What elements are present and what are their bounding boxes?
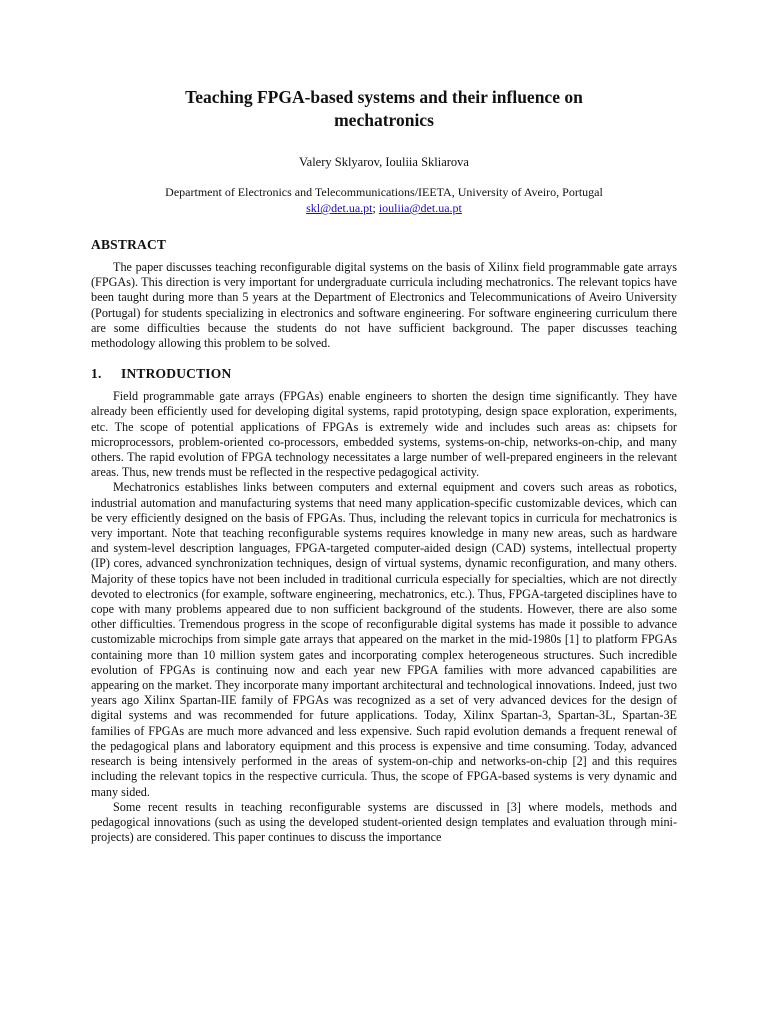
email-link-1[interactable]: skl@det.ua.pt xyxy=(306,201,373,215)
section-gap xyxy=(91,351,677,365)
section-title: INTRODUCTION xyxy=(121,366,232,382)
affiliation: Department of Electronics and Telecommunications/IEETA, University of Aveiro, Portugal xyxy=(165,185,603,199)
intro-paragraph-2: Mechatronics establishes links between computers and external equipment and covers such areas as robotics, industrial automation and manufacturing systems that need many application-specific customizable devices, which can be very efficiently designed on the basis of FPGAs. Thus, including the relevant topics in curricula for mechatronics is very important. Note that teaching reconfigurable systems requires knowledge in many new areas, such as hardware and system-level description languages, FPGA-targeted computer-aided design (CAD) systems, intellectual property (IP) cores, advanced synchronization techniques, design of virtual systems, dynamic reconfiguration, and many others. Majority of these topics have not been included in traditional curricula especially for specialties, which are not directly devoted to electronics (for example, software engineering, mechatronics, etc.). Thus, FPGA-targeted disciplines have to cope with many problems appeared due to non sufficient background of the students. However, there are also some other difficulties. Tremendous progress in the scope of reconfigurable digital systems has made it possible to advance customizable microchips from simple gate arrays that appeared on the market in the mid-1980s [1] to platform FPGAs containing more than 10 million system gates and incorporating complex heterogeneous structures. Such incredible evolution of FPGAs is continuing now and each year new FPGA families with more advanced capabilities are appearing on the market. They incorporate many important architectural and technological innovations. Indeed, just two years ago Xilinx Spartan-IIE family of FPGAs was recognized as a set of very advanced devices for the design of digital systems and was recommended for future applications. Today, Xilinx Spartan-3, Spartan-3L, Spartan-3E families of FPGAs are much more advanced and less expensive. Such rapid evolution demands a frequent renewal of the pedagogical plans and laboratory equipment and this process is expensive and time consuming. Today, advanced research is being intensively performed in the areas of system-on-chip and networks-on-chip [2] and this requires including the relevant topics in the respective curricula. Thus, the scope of FPGA-based systems is very dynamic and many sided. xyxy=(91,480,677,799)
intro-paragraph-3: Some recent results in teaching reconfigurable systems are discussed in [3] where models, methods and pedagogical innovations (such as using the developed student-oriented design templates and evaluation through mini-projects) are considered. This paper continues to discuss the importance xyxy=(91,799,677,845)
paper-title xyxy=(91,86,677,132)
authors: Valery Sklyarov, Iouliia Skliarova xyxy=(299,155,469,169)
section-number: 1. xyxy=(91,366,102,382)
abstract-heading: ABSTRACT xyxy=(91,237,167,252)
introduction-heading xyxy=(91,365,677,383)
title-line-2: mechatronics xyxy=(334,110,434,130)
intro-paragraph-1: Field programmable gate arrays (FPGAs) enable engineers to shorten the design time significantly. They have already been efficiently used for developing digital systems, rapid prototyping, design space exploration, experiments, etc. The scope of potential applications of FPGAs is extremely wide and includes such areas as: chipsets for microprocessors, problem-oriented co-processors, embedded systems, systems-on-chip, networks-on-chip, and many others. The rapid evolution of FPGA technology necessitates a large number of well-prepared engineers in the relevant areas. Thus, new trends must be reflected in the respective pedagogical activity. xyxy=(91,389,677,480)
email-separator: ; xyxy=(372,201,379,215)
abstract-text: The paper discusses teaching reconfigurable digital systems on the basis of Xilinx field programmable gate arrays (FPGAs). This direction is very important for undergraduate curricula including mechatronics. The relevant topics have been taught during more than 5 years at the Department of Electronics and Telecommunications of Aveiro University (Portugal) for students specializing in electronics and software engineering. For software engineering curriculum there are some difficulties because the students do not have sufficient background. The paper discusses teaching methodology allowing this problem to be solved. xyxy=(91,260,677,351)
emails xyxy=(91,200,677,216)
email-link-2[interactable]: iouliia@det.ua.pt xyxy=(378,201,462,215)
title-line-1: Teaching FPGA-based systems and their influence on xyxy=(185,87,583,107)
